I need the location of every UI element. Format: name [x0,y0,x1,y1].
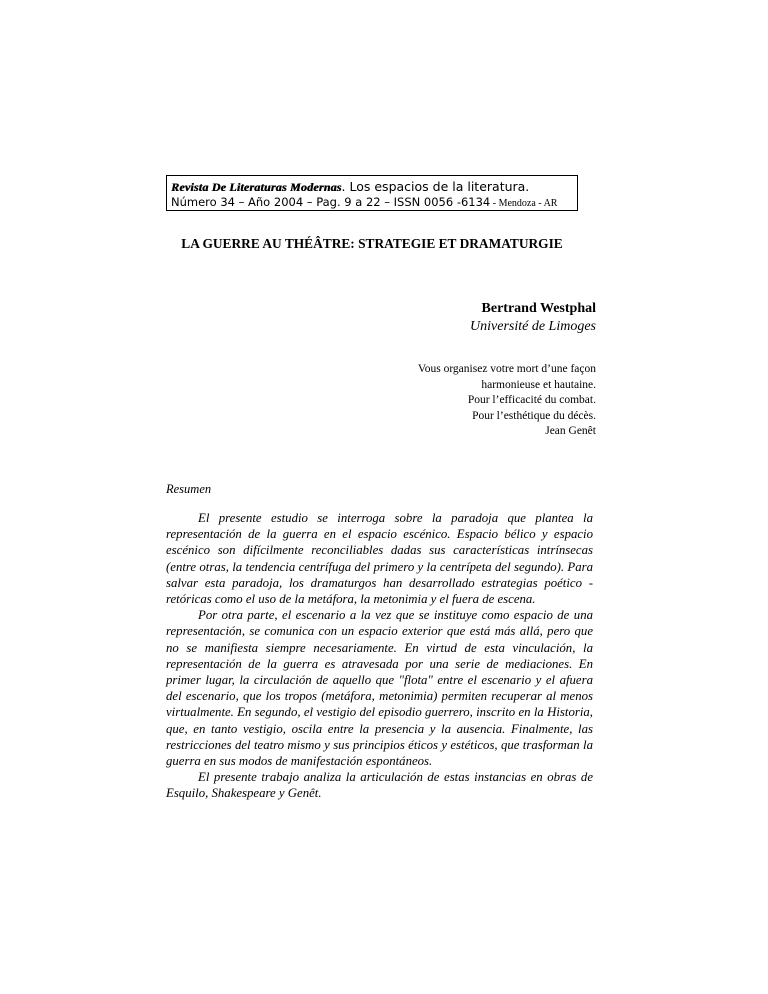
author-affiliation: Université de Limoges [470,319,596,334]
author-block [470,300,596,336]
epigraph-line: Vous organisez votre mort d’une façon [417,363,596,375]
abstract-paragraph: El presente estudio se interroga sobre la paradoja que plantea la representación de la guerra en el espacio escénico. Espacio bélico y espacio escénico son difícilmente reconciliables dadas sus características intrínsecas (entre otras, la tendencia centrífuga del primero y la centrípeta del segundo). Para salvar esta paradoja, los dramaturgos han desarrollado estrategias poético -retóricas como el uso de la metáfora, la metonimia y el fuera de escena. [166,511,593,607]
abstract-paragraph: El presente trabajo analiza la articulación de estas instancias en obras de Esquilo, Shakespeare y Genêt. [166,770,593,801]
epigraph-line: Pour l’efficacité du combat. [467,394,596,406]
epigraph-attribution: Jean Genêt [545,425,596,437]
journal-subtitle: . Los espacios de la literatura. [341,179,530,194]
epigraph-line: harmonieuse et hautaine. [481,378,596,391]
epigraph-line: Pour l’esthétique du décès. [472,409,596,422]
journal-issue-line [171,195,573,211]
abstract-body [166,510,593,802]
author-name: Bertrand Westphal [481,301,596,316]
article-title: LA GUERRE AU THÉÂTRE: STRATEGIE ET DRAMATURGIE [181,236,563,251]
journal-name: Revista De Literaturas Modernas [171,180,342,194]
journal-header-box [166,175,578,211]
abstract-heading: Resumen [166,482,212,496]
issue-location: - Mendoza - AR [490,198,558,209]
epigraph [418,362,596,440]
abstract-paragraph: Por otra parte, el escenario a la vez que se instituye como espacio de una representación, se comunica con un espacio exterior que está más allá, pero que no se manifiesta siempre necesariamente. En virtud de esta vinculación, la representación de la guerra es atravesada por una serie de mediaciones. En primer lugar, la circulación de aquello que "flota" entre el escenario y el afuera del escenario, que los tropos (metáfora, metonimia) permiten recuperar al menos virtualmente. En segundo, el vestigio del episodio guerrero, inscrito en la Historia, que, en tanto vestigio, oscila entre la presencia y la ausencia. Finalmente, las restricciones del teatro mismo y sus principios éticos y estéticos, que trasforman la guerra en sus modos de manifestación espontáneos. [166,608,593,769]
journal-header-line1 [171,179,573,195]
issue-info: Número 34 – Año 2004 – Pag. 9 a 22 – ISSN 0056 -6134 [171,195,491,209]
